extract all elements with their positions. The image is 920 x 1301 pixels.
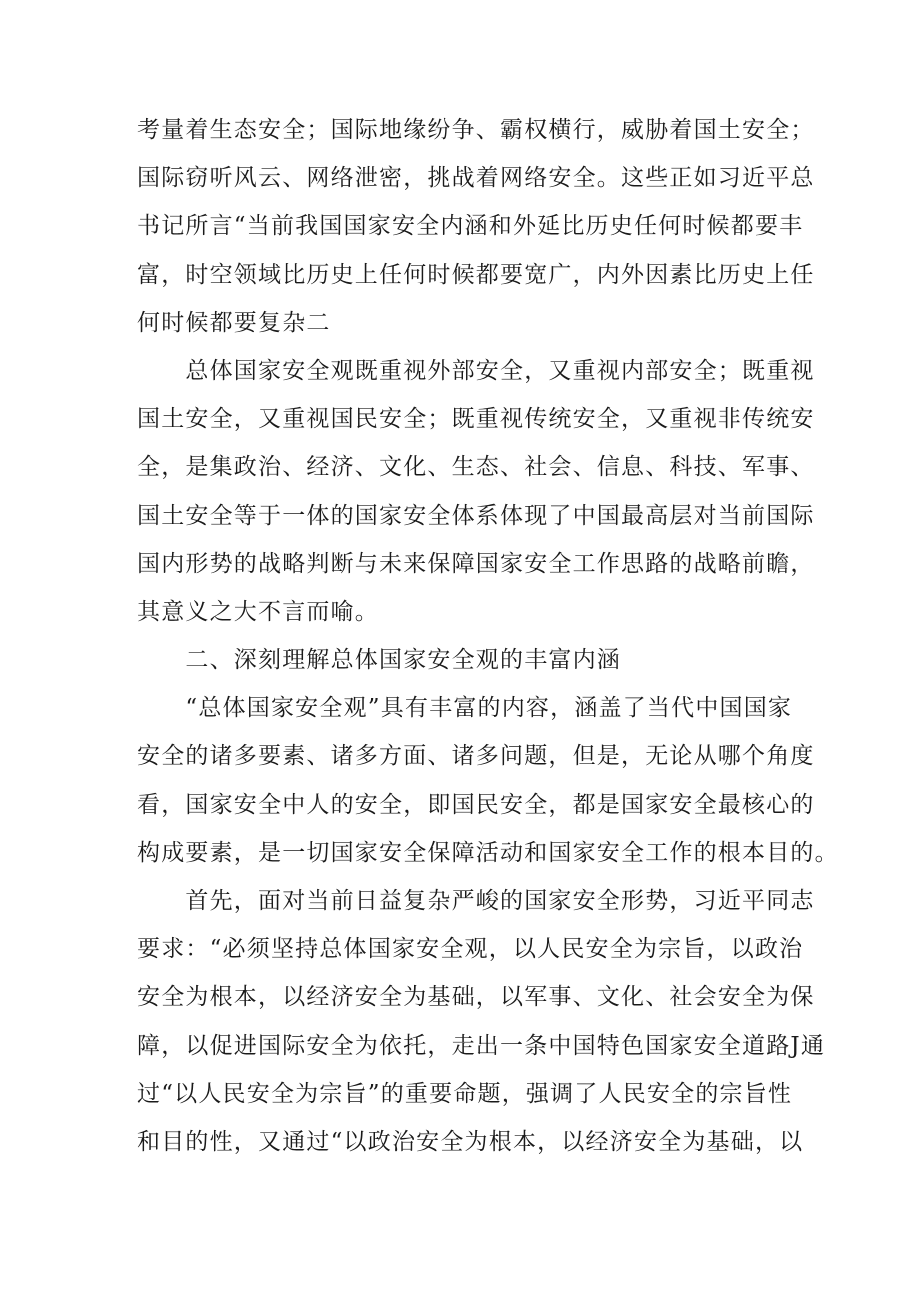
text-line: 构成要素，是一切国家安全保障活动和国家安全工作的根本目的。 [137,839,839,866]
text-line: 国内形势的战略判断与未来保障国家安全工作思路的战略前瞻， [137,550,815,577]
text-line: 要求：“必须坚持总体国家安全观，以人民安全为宗旨，以政治 [137,936,804,963]
section-heading: 二、深刻理解总体国家安全观的丰富内涵 [137,647,621,674]
text-line: 安全的诸多要素、诸多方面、诸多问题，但是，无论从哪个角度 [137,743,815,770]
text-line: 考量着生态安全；国际地缘纷争、霸权横行，威胁着国土安全； [137,117,815,143]
text-line: 国土安全，又重视国民安全；既重视传统安全，又重视非传统安 [137,406,815,433]
text-line: “总体国家安全观”具有丰富的内容，涵盖了当代中国国家 [137,695,793,722]
text-line: 富，时空领域比历史上任何时候都要宽广，内外因素比历史上任 [137,261,815,288]
text-line: 何时候都要复杂二 [137,309,331,336]
text-line: 首先，面对当前日益复杂严峻的国家安全形势，习近平同志 [137,888,815,914]
text-line: 和目的性，又通过“以政治安全为根本，以经济安全为基础，以 [137,1128,804,1155]
text-line: 障，以促进国际安全为依托，走出一条中国特色国家安全道路J通 [137,1032,826,1059]
text-line: 国际窃听风云、网络泄密，挑战着网络安全。这些正如习近平总 [137,165,815,192]
text-line: 看，国家安全中人的安全，即国民安全，都是国家安全最核心的 [137,791,815,818]
text-line: 总体国家安全观既重视外部安全，又重视内部安全；既重视 [137,357,815,384]
text-line: 安全为根本，以经济安全为基础，以军事、文化、社会安全为保 [137,984,815,1011]
text-line: 其意义之大不言而喻。 [137,598,379,625]
text-line: 书记所言“当前我国国家安全内涵和外延比历史任何时候都要丰 [137,213,804,240]
text-line: 过“以人民安全为宗旨”的重要命题，强调了人民安全的宗旨性 [137,1080,793,1107]
document-body [137,106,839,1166]
text-line: 全，是集政治、经济、文化、生态、社会、信息、科技、军事、 [137,454,815,481]
text-line: 国土安全等于一体的国家安全体系体现了中国最高层对当前国际 [137,502,815,529]
